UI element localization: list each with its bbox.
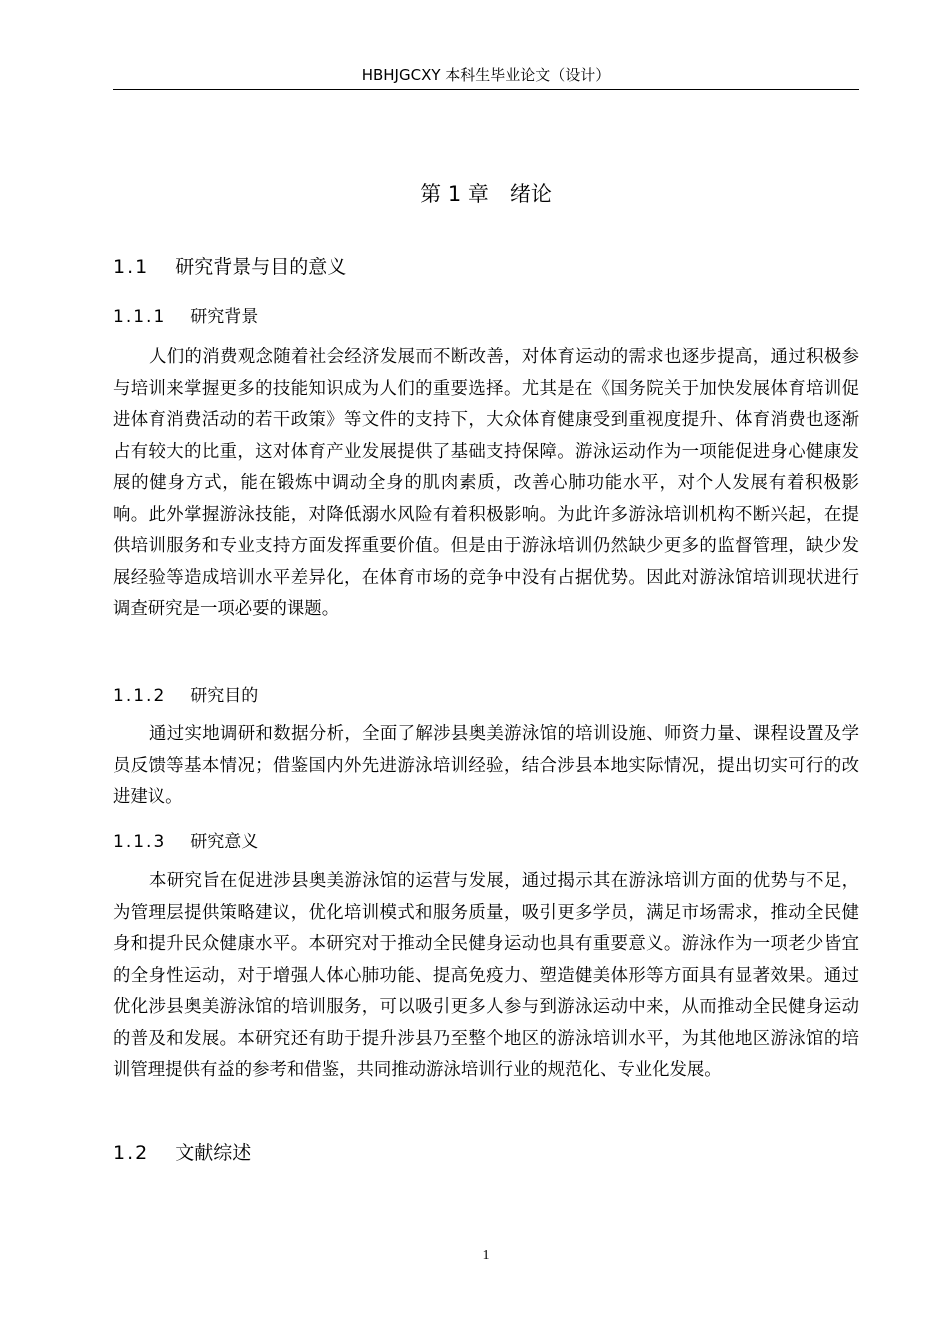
section-title: 研究背景 bbox=[190, 307, 259, 327]
paragraph-background: 人们的消费观念随着社会经济发展而不断改善，对体育运动的需求也逐步提高，通过积极参与培训来掌握更多的技能知识成为人们的重要选择。尤其是在《国务院关于加快发展体育培训促进体育消费活动的若干政策》等文件的支持下，大众体育健康受到重视度提升、体育消费也逐渐占有较大的比重，这对体育产业发展提供了基础支持保障。游泳运动作为一项能促进身心健康发展的健身方式，能在锻炼中调动全身的肌肉素质，改善心肺功能水平，对个人发展有着积极影响。此外掌握游泳技能，对降低溺水风险有着积极影响。为此许多游泳培训机构不断兴起，在提供培训服务和专业支持方面发挥重要价值。但是由于游泳培训仍然缺少更多的监督管理，缺少发展经验等造成培训水平差异化，在体育市场的竞争中没有占据优势。因此对游泳馆培训现状进行调查研究是一项必要的课题。 bbox=[113, 347, 859, 619]
section-heading-1-2 bbox=[113, 1139, 251, 1167]
chapter-title: 第 1 章 绪论 bbox=[420, 182, 552, 206]
section-heading-1-1-2 bbox=[113, 683, 258, 709]
section-number: 1.1.2 bbox=[113, 686, 167, 706]
section-heading-1-1-1 bbox=[113, 304, 258, 330]
section-number: 1.2 bbox=[113, 1142, 150, 1164]
section-number: 1.1.1 bbox=[113, 307, 167, 327]
header-rule bbox=[113, 89, 859, 90]
page-number: 1 bbox=[482, 1248, 490, 1263]
section-number: 1.1 bbox=[113, 256, 150, 278]
section-title: 研究背景与目的意义 bbox=[175, 256, 347, 278]
section-heading-1-1-3 bbox=[113, 829, 258, 855]
section-title: 文献综述 bbox=[175, 1142, 252, 1164]
section-heading-1-1 bbox=[113, 253, 346, 281]
running-header: HBHJGCXY 本科生毕业论文（设计） bbox=[361, 66, 611, 84]
paragraph-significance: 本研究旨在促进涉县奥美游泳馆的运营与发展，通过揭示其在游泳培训方面的优势与不足，为管理层提供策略建议，优化培训模式和服务质量，吸引更多学员，满足市场需求，推动全民健身和提升民众健康水平。本研究对于推动全民健身运动也具有重要意义。游泳作为一项老少皆宜的全身性运动，对于增强人体心肺功能、提高免疫力、塑造健美体形等方面具有显著效果。通过优化涉县奥美游泳馆的培训服务，可以吸引更多人参与到游泳运动中来，从而推动全民健身运动的普及和发展。本研究还有助于提升涉县乃至整个地区的游泳培训水平，为其他地区游泳馆的培训管理提供有益的参考和借鉴，共同推动游泳培训行业的规范化、专业化发展。 bbox=[113, 871, 859, 1080]
section-title: 研究意义 bbox=[190, 832, 259, 852]
paragraph-purpose: 通过实地调研和数据分析，全面了解涉县奥美游泳馆的培训设施、师资力量、课程设置及学员反馈等基本情况；借鉴国内外先进游泳培训经验，结合涉县本地实际情况，提出切实可行的改进建议。 bbox=[113, 724, 859, 807]
section-number: 1.1.3 bbox=[113, 832, 167, 852]
section-title: 研究目的 bbox=[190, 686, 259, 706]
